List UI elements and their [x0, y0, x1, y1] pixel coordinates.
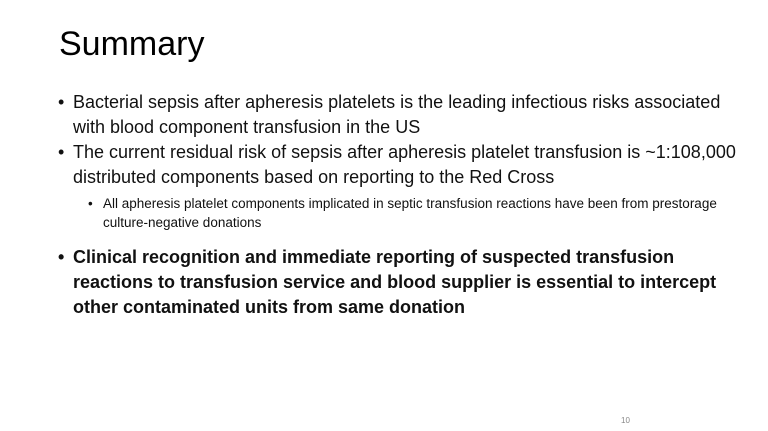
bullet-list	[58, 90, 748, 320]
bullet-marker: •	[58, 92, 65, 112]
bullet-text: Clinical recognition and immediate reporting of suspected transfusion reactions to transfusion service and blood supplier is essential to intercept other contaminated units from same donation	[73, 247, 717, 317]
bullet-text: Bacterial sepsis after apheresis platelets is the leading infectious risks associated with blood component transfusion in the US	[73, 92, 721, 137]
bullet-marker: •	[58, 142, 65, 162]
sub-bullet-item	[73, 194, 748, 232]
page-number: 10	[621, 416, 630, 425]
bullet-item	[58, 140, 748, 190]
bullet-item-emphasized	[58, 245, 748, 320]
bullet-marker: •	[58, 247, 65, 267]
bullet-marker: •	[88, 196, 93, 211]
sub-bullet-text: All apheresis platelet components implicated in septic transfusion reactions have been from prestorage culture-negative donations	[103, 196, 717, 230]
bullet-item	[58, 90, 748, 140]
slide-title: Summary	[59, 25, 205, 63]
bullet-text: The current residual risk of sepsis after apheresis platelet transfusion is ~1:108,000 distributed components based on reporting to the Red Cross	[73, 142, 736, 187]
